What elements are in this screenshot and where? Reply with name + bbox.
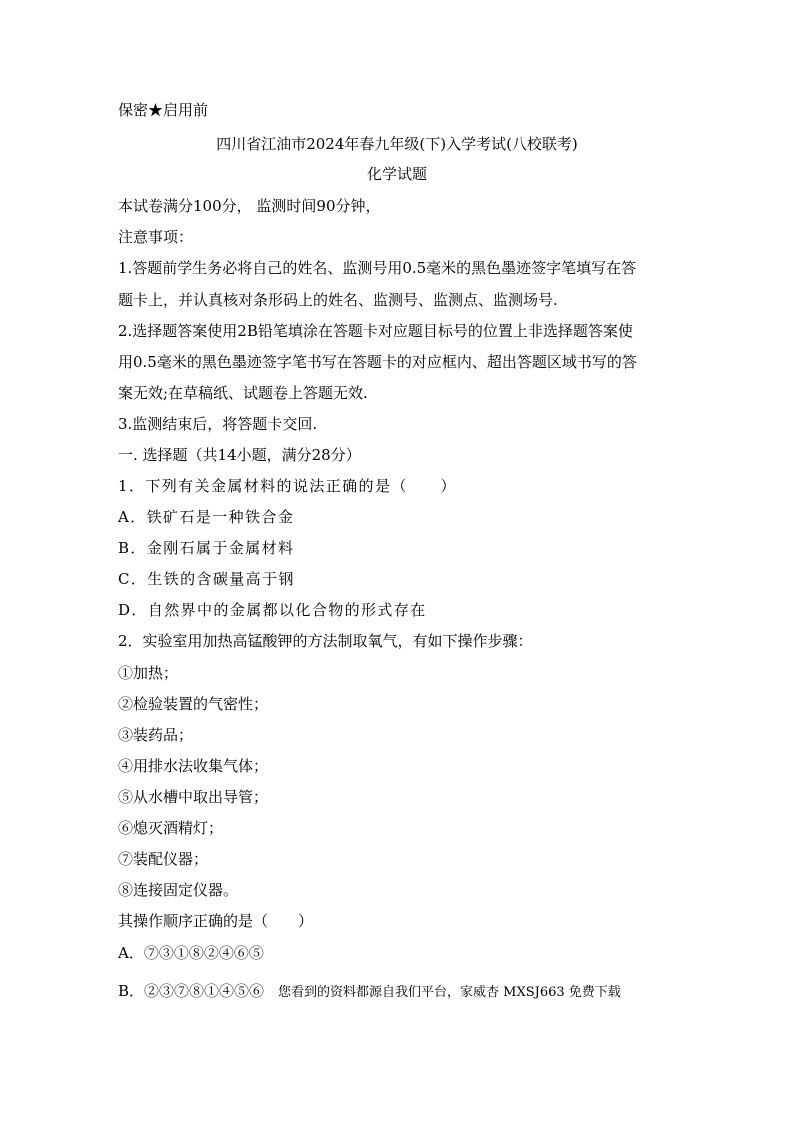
question-1-option-b: B．金刚石属于金属材料	[118, 539, 295, 557]
score-time-info: 本试卷满分100分， 监测时间90分钟，	[118, 197, 381, 215]
note-2-line-2: 用0.5毫米的黑色墨迹签字笔书写在答题卡的对应框内、超出答题区域书写的答	[118, 353, 637, 371]
question-2-step-8: ⑧连接固定仪器。	[118, 881, 239, 899]
note-1-line-1: 1.答题前学生务必将自己的姓名、监测号用0.5毫米的黑色墨迹签字笔填写在答	[118, 259, 637, 277]
question-2-option-a: A．⑦③①⑧②④⑥⑤	[118, 944, 264, 962]
note-1-line-2: 题卡上，并认真核对条形码上的姓名、监测号、监测点、监测场号.	[118, 291, 558, 309]
question-2-option-b: B．②③⑦⑧①④⑤⑥	[118, 982, 265, 1000]
question-2-step-5: ⑤从水槽中取出导管；	[118, 788, 269, 806]
question-1-stem: 1．下列有关金属材料的说法正确的是（ ）	[118, 477, 457, 495]
question-2-step-3: ③装药品；	[118, 726, 194, 744]
platform-watermark: 您看到的资料都源自我们平台，家威杏 MXSJ663 免费下载	[278, 985, 621, 1000]
question-1-option-c: C．生铁的含碳量高于钢	[118, 570, 295, 588]
note-2-line-3: 案无效;在草稿纸、试题卷上答题无效.	[118, 384, 368, 402]
exam-title: 四川省江油市2024年春九年级(下)入学考试(八校联考)	[216, 135, 578, 153]
notes-title: 注意事项：	[118, 228, 194, 246]
question-2-step-4: ④用排水法收集气体；	[118, 757, 269, 775]
question-2-step-7: ⑦装配仪器；	[118, 850, 209, 868]
question-2-stem: 2．实验室用加热高锰酸钾的方法制取氧气，有如下操作步骤：	[118, 632, 533, 650]
question-2-option-b-row	[118, 981, 621, 1003]
question-2-prompt: 其操作顺序正确的是（ ）	[118, 912, 314, 930]
confidential-label: 保密★启用前	[118, 101, 209, 119]
question-2-step-1: ①加热；	[118, 664, 179, 682]
note-3: 3.监测结束后，将答题卡交回.	[118, 415, 318, 433]
question-1-option-a: A．铁矿石是一种铁合金	[118, 508, 295, 526]
question-2-step-2: ②检验装置的气密性；	[118, 695, 269, 713]
subject-title: 化学试题	[366, 165, 427, 183]
question-1-option-d: D．自然界中的金属都以化合物的形式存在	[118, 601, 427, 619]
question-2-step-6: ⑥熄灭酒精灯；	[118, 819, 224, 837]
note-2-line-1: 2.选择题答案使用2B铅笔填涂在答题卡对应题目标号的位置上非选择题答案使	[118, 322, 633, 340]
section-1-title: 一. 选择题（共14小题，满分28分）	[118, 446, 361, 464]
